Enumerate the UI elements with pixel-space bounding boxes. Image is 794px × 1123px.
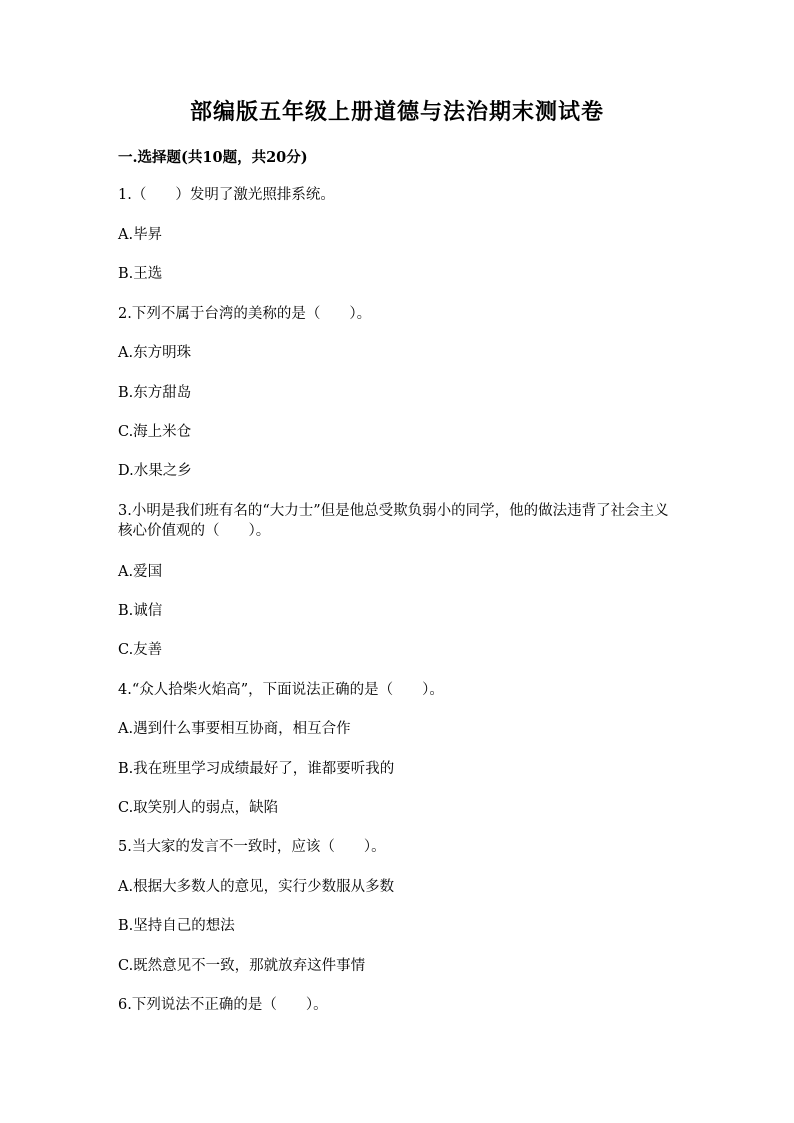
question-3-option-b: B.诚信 xyxy=(118,603,163,619)
question-3-stem: 3.小明是我们班有名的“大力士”但是他总受欺负弱小的同学，他的做法违背了社会主义核心价值观的（ ）。 xyxy=(118,503,669,539)
question-5-option-b: B.坚持自己的想法 xyxy=(118,918,235,934)
exam-title: 部编版五年级上册道德与法治期末测试卷 xyxy=(189,99,604,125)
section-heading: 一.选择题(共10题，共20分) xyxy=(118,149,308,166)
question-2-option-b: B.东方甜岛 xyxy=(118,385,192,401)
question-3-option-c: C.友善 xyxy=(118,642,163,658)
question-4-option-b: B.我在班里学习成绩最好了，谁都要听我的 xyxy=(118,761,395,777)
question-4-stem: 4.“众人拾柴火焰高”，下面说法正确的是（ ）。 xyxy=(118,682,444,698)
question-3-option-a: A.爱国 xyxy=(118,564,163,580)
question-2-option-d: D.水果之乡 xyxy=(118,463,192,479)
question-2-option-c: C.海上米仓 xyxy=(118,424,192,440)
question-4-option-a: A.遇到什么事要相互协商，相互合作 xyxy=(118,721,351,737)
question-2-stem: 2.下列不属于台湾的美称的是（ ）。 xyxy=(118,306,372,322)
question-6-stem: 6.下列说法不正确的是（ ）。 xyxy=(118,997,328,1013)
question-2-option-a: A.东方明珠 xyxy=(118,345,192,361)
question-1-option-a: A.毕昇 xyxy=(118,227,163,243)
question-5-stem: 5.当大家的发言不一致时，应该（ ）。 xyxy=(118,839,386,855)
question-1-option-b: B.王选 xyxy=(118,266,163,282)
question-4-option-c: C.取笑别人的弱点，缺陷 xyxy=(118,800,279,816)
question-5-option-c: C.既然意见不一致，那就放弃这件事情 xyxy=(118,958,366,974)
question-5-option-a: A.根据大多数人的意见，实行少数服从多数 xyxy=(118,879,395,895)
question-1-stem: 1.（ ）发明了激光照排系统。 xyxy=(118,187,335,203)
